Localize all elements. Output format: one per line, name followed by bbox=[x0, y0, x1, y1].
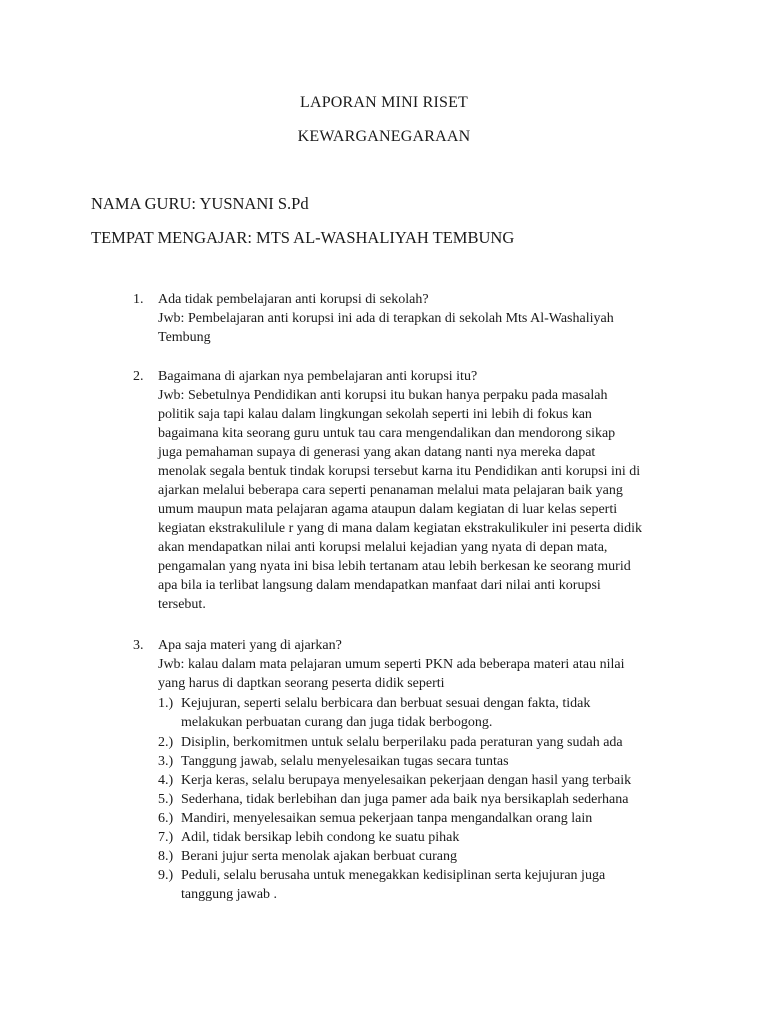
material-text bbox=[181, 771, 631, 790]
question-line: Apa saja materi yang di ajarkan? bbox=[158, 638, 342, 653]
teacher-name: NAMA GURU: YUSNANI S.Pd bbox=[91, 194, 309, 213]
answer-line: Jwb: Sebetulnya Pendidikan anti korupsi itu bukan hanya perpaku pada masalah bbox=[158, 388, 608, 403]
question-number: 3. bbox=[133, 638, 144, 653]
material-line: melakukan perbuatan curang dan juga tidak berbogong. bbox=[181, 715, 493, 730]
material-line: Kejujuran, seperti selalu berbicara dan berbuat sesuai dengan fakta, tidak bbox=[181, 696, 591, 711]
answer-line: apa bila ia terlibat langsung dalam mendapatkan manfaat dari nilai anti korupsi bbox=[158, 578, 601, 593]
material-line: Kerja keras, selalu berupaya menyelesaikan pekerjaan dengan hasil yang terbaik bbox=[181, 773, 632, 788]
material-text bbox=[181, 733, 623, 752]
answer-line: Jwb: kalau dalam mata pelajaran umum seperti PKN ada beberapa materi atau nilai bbox=[158, 657, 625, 672]
material-text bbox=[181, 694, 590, 732]
material-number: 1.) bbox=[158, 696, 174, 711]
document-title: LAPORAN MINI RISET bbox=[299, 94, 469, 111]
material-number: 5.) bbox=[158, 792, 174, 807]
material-line: Disiplin, berkomitmen untuk selalu berperilaku pada peraturan yang sudah ada bbox=[181, 735, 623, 750]
material-number: 8.) bbox=[158, 849, 174, 864]
material-line: Sederhana, tidak berlebihan dan juga pamer ada baik nya bersikaplah sederhana bbox=[181, 792, 629, 807]
answer-line: politik saja tapi kalau dalam lingkungan sekolah seperti ini lebih di fokus kan bbox=[158, 407, 592, 422]
material-line: Peduli, selalu berusaha untuk menegakkan kedisiplinan serta kejujuran juga bbox=[181, 868, 606, 883]
material-text bbox=[181, 866, 605, 904]
answer-line: pengamalan yang nyata ini bisa lebih tertanam atau lebih berkesan ke seorang murid bbox=[158, 559, 631, 574]
question-text bbox=[158, 636, 688, 693]
material-line: Berani jujur serta menolak ajakan berbuat curang bbox=[181, 849, 457, 864]
material-number: 6.) bbox=[158, 811, 174, 826]
question-number: 1. bbox=[133, 292, 144, 307]
answer-line: tersebut. bbox=[158, 597, 206, 612]
material-number: 2.) bbox=[158, 735, 174, 750]
document-subtitle: KEWARGANEGARAAN bbox=[297, 128, 471, 145]
answer-line: yang harus di daptkan seorang peserta didik seperti bbox=[158, 676, 445, 691]
answer-line: bagaimana kita seorang guru untuk tau cara mengendalikan dan mendorong sikap bbox=[158, 426, 616, 441]
answer-line: akan mendapatkan nilai anti korupsi melalui kejadian yang nyata di depan mata, bbox=[158, 540, 608, 555]
question-number: 2. bbox=[133, 369, 144, 384]
material-text bbox=[181, 752, 509, 771]
material-line: tanggung jawab . bbox=[181, 887, 278, 902]
material-text bbox=[181, 847, 457, 866]
answer-line: Tembung bbox=[158, 330, 211, 345]
material-line: Adil, tidak bersikap lebih condong ke suatu pihak bbox=[181, 830, 460, 845]
question-line: Bagaimana di ajarkan nya pembelajaran anti korupsi itu? bbox=[158, 369, 478, 384]
question-text bbox=[158, 290, 688, 347]
answer-line: ajarkan melalui beberapa cara seperti penanaman melalui mata pelajaran baik yang bbox=[158, 483, 623, 498]
material-number: 7.) bbox=[158, 830, 174, 845]
answer-line: juga pemahaman supaya di generasi yang akan datang nanti nya mereka dapat bbox=[158, 445, 596, 460]
answer-line: umum maupun mata pelajaran agama ataupun dalam kegiatan di luar kelas seperti bbox=[158, 502, 618, 517]
material-number: 3.) bbox=[158, 754, 174, 769]
question-text bbox=[158, 367, 688, 614]
teaching-place: TEMPAT MENGAJAR: MTS AL-WASHALIYAH TEMBUNG bbox=[91, 228, 515, 247]
answer-line: kegiatan ekstrakulilule r yang di mana dalam kegiatan ekstrakulikuler ini peserta didik bbox=[158, 521, 643, 536]
material-line: Mandiri, menyelesaikan semua pekerjaan tanpa mengandalkan orang lain bbox=[181, 811, 593, 826]
material-line: Tanggung jawab, selalu menyelesaikan tugas secara tuntas bbox=[181, 754, 509, 769]
material-number: 4.) bbox=[158, 773, 174, 788]
answer-line: Jwb: Pembelajaran anti korupsi ini ada di terapkan di sekolah Mts Al-Washaliyah bbox=[158, 311, 614, 326]
material-text bbox=[181, 809, 592, 828]
question-line: Ada tidak pembelajaran anti korupsi di sekolah? bbox=[158, 292, 429, 307]
material-text bbox=[181, 790, 628, 809]
material-number: 9.) bbox=[158, 868, 174, 883]
material-text bbox=[181, 828, 459, 847]
answer-line: menolak segala bentuk tindak korupsi tersebut karna itu Pendidikan anti korupsi ini di bbox=[158, 464, 641, 479]
